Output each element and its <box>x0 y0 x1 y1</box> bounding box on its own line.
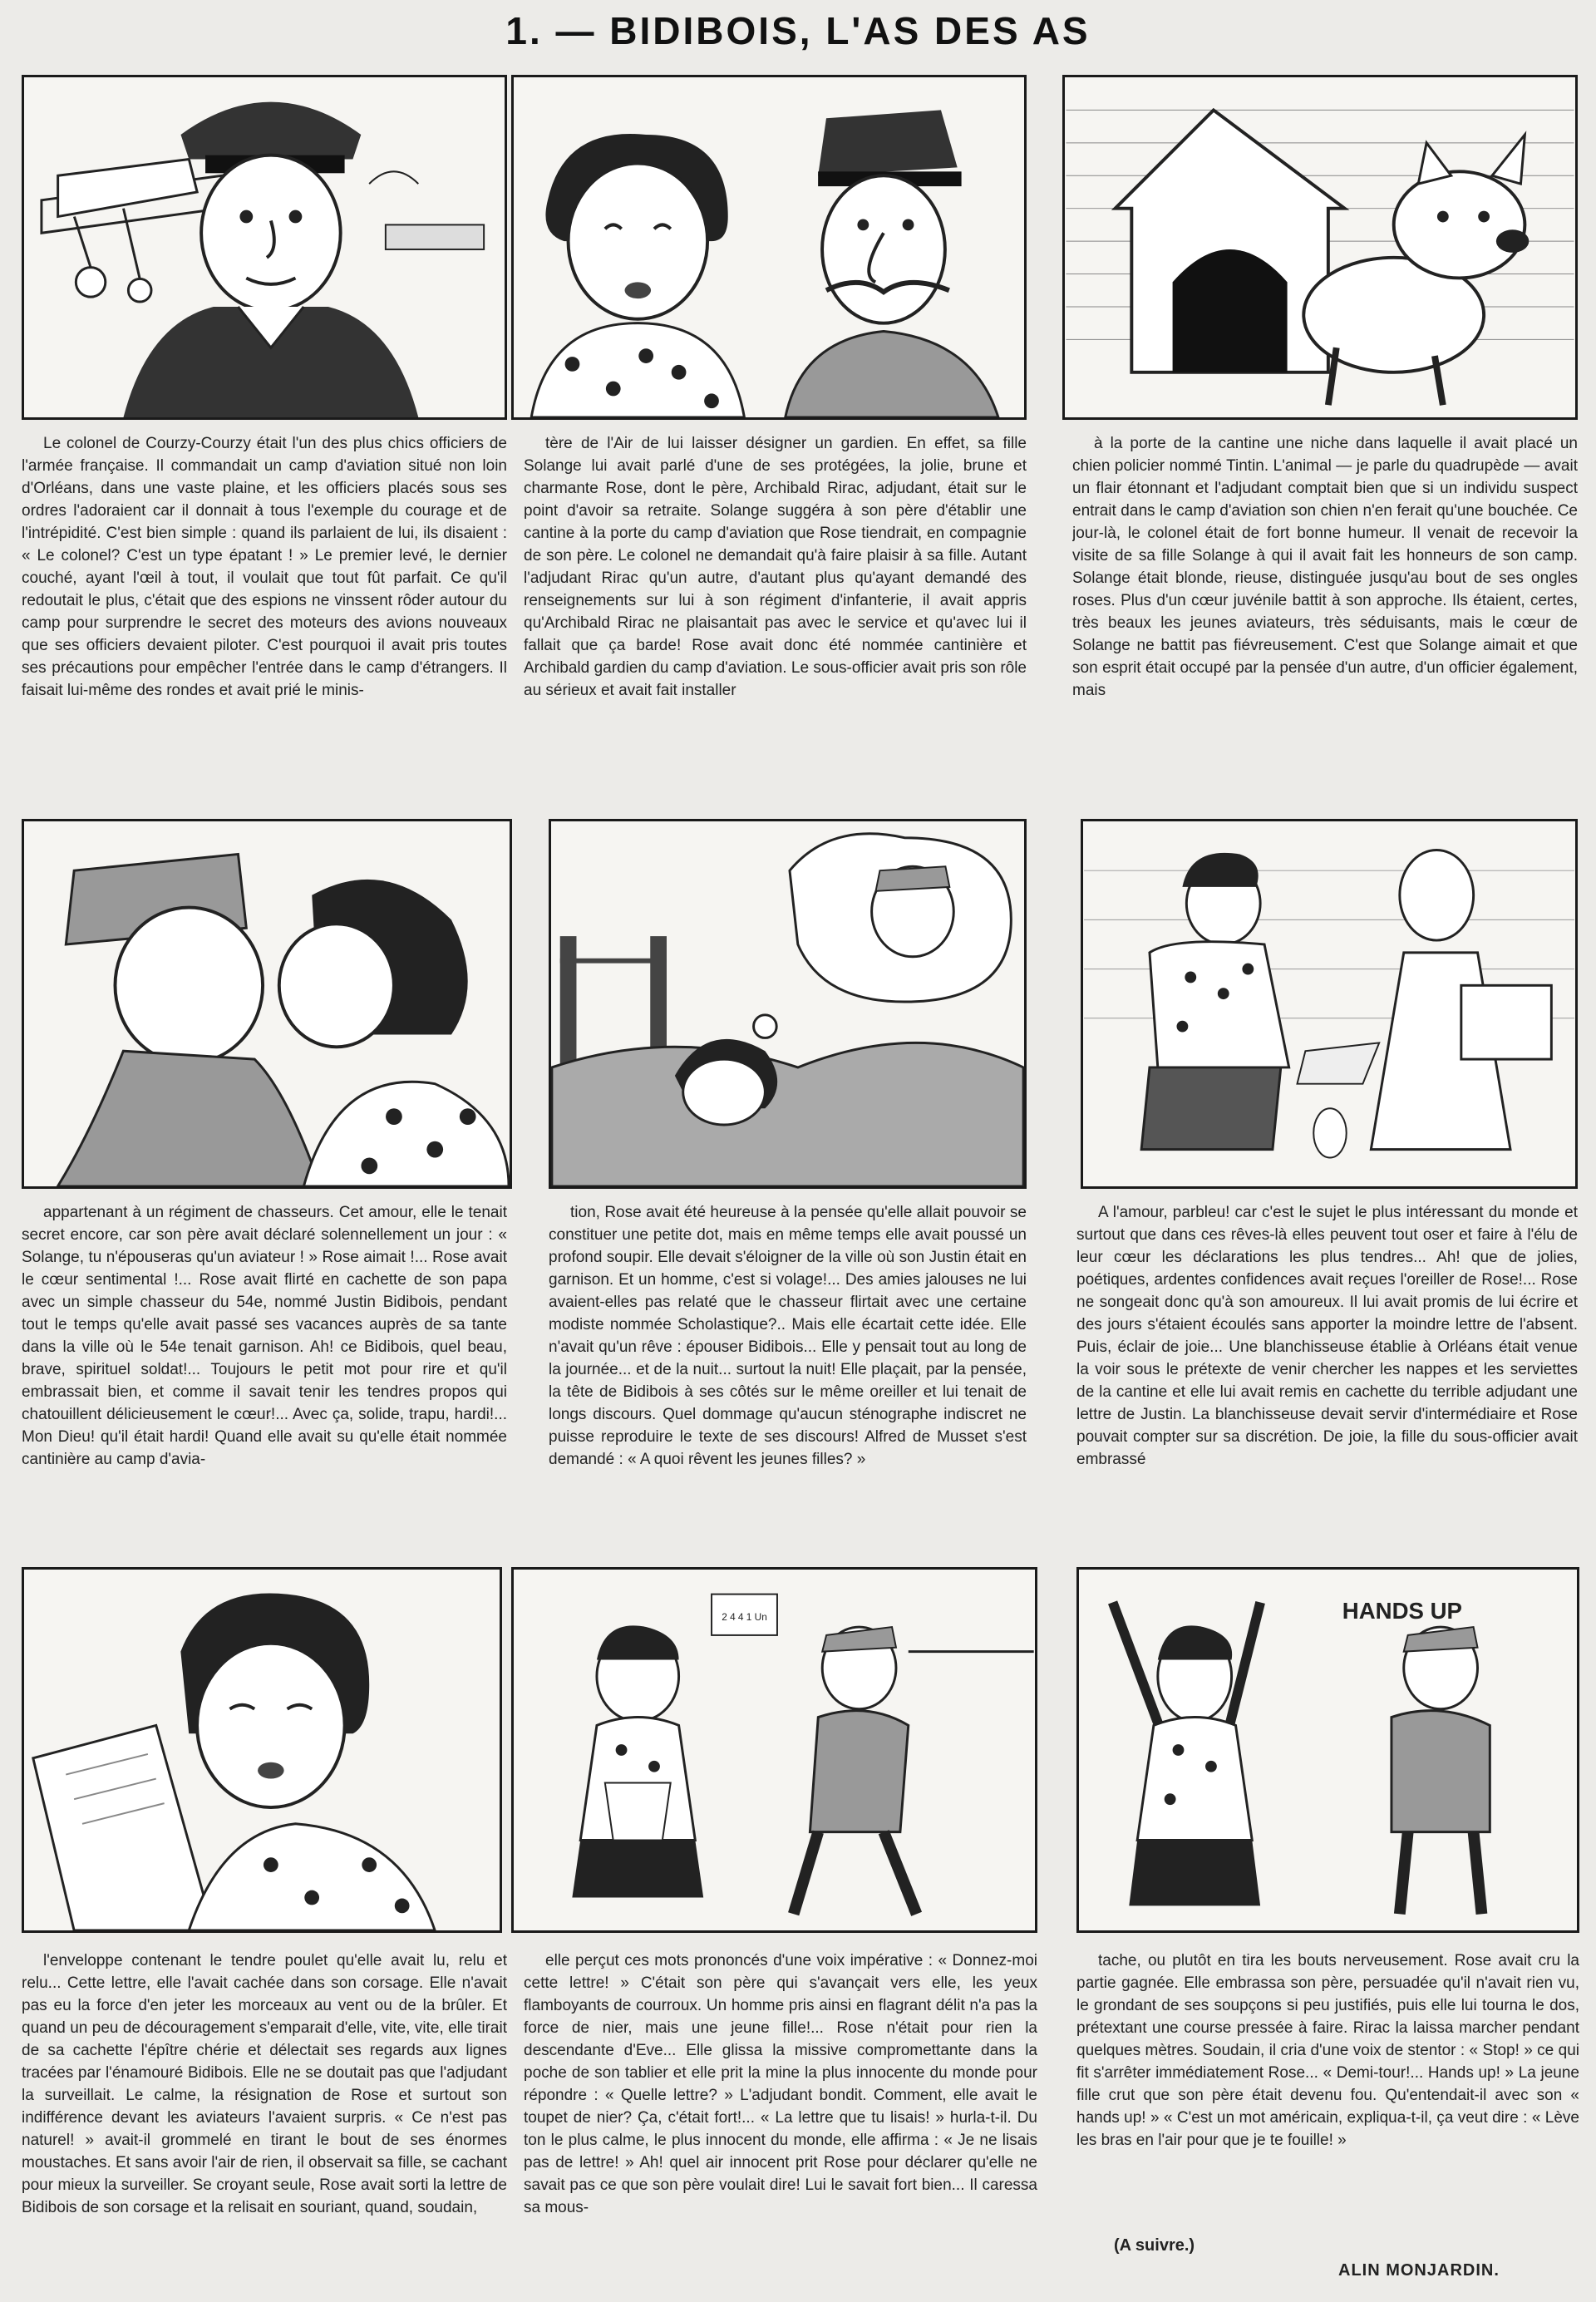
panel-rose-reading-letter <box>22 1567 502 1933</box>
rose-and-adjudant-illustration <box>514 77 1024 417</box>
text-column-3-1 <box>22 1950 507 2299</box>
kiss-illustration <box>24 821 510 1186</box>
text-column-1-3 <box>1072 432 1578 798</box>
panel-rose-and-father <box>511 75 1027 420</box>
sign-text: 2 4 4 1 Un <box>722 1611 767 1624</box>
panel-father-confronts <box>511 1567 1037 1933</box>
panel-laundress <box>1081 819 1578 1189</box>
text-column-2-3 <box>1076 1201 1578 1567</box>
paragraph: l'enveloppe contenant le tendre poulet qu'elle avait lu, relu et relu... Cette lettre, elle l'avait cachée dans son corsage. Elle n'avait pas eu la force d'en jeter les morceaux au vent ou de la brûler. Et quand un peu de découragement s'emparait d'elle, vite, vite, elle tirait de sa cachette l'épître chérie et délectait ses regards aux lignes tracées par l'énamouré Bidibois. Elle ne se doutait pas que l'adjudant la surveillait. Le calme, la résignation de Rose et surtout son indifférence devant les aviateurs l'avaient surpris. « Ce n'est pas naturel! » avait-il grommelé en tirant le bout de ses énormes moustaches. Et sans avoir l'air de rien, il observait sa fille, se cachant pour mieux la surveiller. Se croyant seule, Rose avait sorti la lettre de Bidibois de son corsage et la relisait en souriant, quand, soudain, <box>22 1952 507 2216</box>
paragraph: tion, Rose avait été heureuse à la pensée qu'elle allait pouvoir se constituer une petite dot, mais en même temps elle avait poussé un profond soupir. Elle devait s'éloigner de la ville où son Justin était en garnison. Et un homme, c'est si volage!... Des amies jalouses ne lui avaient-elles pas relaté que le chasseur flirtait avec une certaine modiste nommée Scholastique?.. Mais elle écartait cette idée. Elle n'avait qu'un rêve : épouser Bidibois... Elle y pensait tout au long de la journée... et de la nuit... surtout la nuit! Elle plaçait, par la pensée, la tête de Bidibois à ses côtés sur le même oreiller et lui tenait de longs discours. Quel dommage qu'aucun sténographe indiscret ne puisse reproduire le texte de ses discours! Alfred de Musset s'est demandé : « A quoi rêvent les jeunes filles? » <box>549 1204 1027 1468</box>
hands-up-illustration <box>1079 1570 1577 1930</box>
author-signature: ALIN MONJARDIN. <box>1338 2261 1500 2280</box>
paragraph: à la porte de la cantine une niche dans laquelle il avait placé un chien policier nommé Tintin. L'animal — je parle du quadrupède — avait un flair étonnant et l'adjudant comptait bien que si un individu suspect entrait dans le camp d'aviation son chien n'en ferait qu'une bouchée. Ce jour-là, le colonel était de fort bonne humeur. Il venait de recevoir la visite de sa fille Solange à qui il avait fait les honneurs de son camp. Solange était blonde, rieuse, distinguée jusqu'au bout de ses ongles roses. Plus d'un cœur juvénile battit à son approche. Ils étaient, certes, très beaux les jeunes aviateurs, très séduisants, mais le cœur de Solange ne battit pas fiévreusement. C'est que Solange aimait et que son esprit était occupé par la pensée d'un autre, d'un officier également, mais <box>1072 435 1578 699</box>
paragraph: Le colonel de Courzy-Courzy était l'un des plus chics officiers de l'armée française. Il commandait un camp d'aviation situé non loin d'Orléans, dans une vaste plaine, et les officiers placés sous ses ordres l'adoraient car il donnait à tous l'exemple du courage et de l'intrépidité. C'est bien simple : quand ils parlaient de lui, ils disaient : « Le colonel? C'est un type épatant ! » Le premier levé, le dernier couché, ayant l'œil à tout, il voulait que tout fût parfait. Ce qu'il redoutait le plus, c'était que des espions ne vinssent rôder autour du camp pour surprendre le secret des moteurs des avions nouveaux que ses officiers devaient piloter. C'est pourquoi il avait pris toutes ses précautions pour empêcher l'entrée dans le camp d'étrangers. Il faisait lui-même des rondes et avait prié le minis- <box>22 435 507 699</box>
paragraph: A l'amour, parbleu! car c'est le sujet le plus intéressant du monde et surtout que dans ces rêves-là elles peuvent tout oser et faire à l'élu de leur cœur les déclarations les plus tendres... Ah! que de jolies, poétiques, ardentes confidences avait reçues l'oreiller de Rose!... Rose ne songeait donc qu'à son amoureux. Il lui avait promis de lui écrire et des jours s'étaient écoulés sans apporter la moindre lettre de l'absent. Puis, éclair de joie... Une blanchisseuse établie à Orléans était venue la voir sous le prétexte de venir chercher les nappes et les serviettes de la cantine et elle lui avait remis en cachette du terrible adjudant une lettre de Justin. La blanchisseuse devait servir d'intermédiaire et Rose pouvait compter sur sa discrétion. De joie, la fille du sous-officier avait embrassé <box>1076 1204 1578 1468</box>
panel-hands-up <box>1076 1567 1579 1933</box>
text-column-1-1 <box>22 432 507 798</box>
colonel-illustration <box>24 77 505 417</box>
text-column-2-2 <box>549 1201 1027 1567</box>
text-column-3-3 <box>1076 1950 1579 2191</box>
panel-colonel <box>22 75 507 420</box>
text-column-1-2 <box>524 432 1027 798</box>
hands-up-caption: HANDS UP <box>1342 1598 1462 1624</box>
confrontation-illustration <box>514 1570 1035 1930</box>
panel-kiss <box>22 819 512 1189</box>
reading-letter-illustration <box>24 1570 500 1930</box>
guard-dog-illustration <box>1065 77 1575 417</box>
text-column-3-2 <box>524 1950 1037 2299</box>
paragraph: appartenant à un régiment de chasseurs. Cet amour, elle le tenait secret encore, car son père avait déclaré solennellement un jour : « Solange, tu n'épouseras qu'un aviateur ! » Rose aimait !... Rose avait le cœur sentimental !... Rose avait flirté en cachette de son papa avec un simple chasseur du 54e, nommé Justin Bidibois, pendant tout le temps qu'elle avait passé ses vacances auprès de sa tante dans la ville où le 54e tenait garnison. Ah! ce Bidibois, quel beau, brave, spirituel soldat!... Toujours le petit mot pour rire et qu'il embrassait bien, et comme il savait tenir les tendres propos qui chatouillent délicieusement le cœur!... Avec ça, solide, trapu, hardi!... Mon Dieu! qu'il était hardi! Quand elle avait su qu'elle était nommée cantinière au camp d'avia- <box>22 1204 507 1468</box>
laundress-illustration <box>1083 821 1575 1186</box>
panel-rose-dreaming <box>549 819 1027 1189</box>
dreaming-illustration <box>551 821 1024 1186</box>
continuation-note: (A suivre.) <box>1114 2236 1195 2255</box>
panel-dog-kennel <box>1062 75 1578 420</box>
page-title: 1. — BIDIBOIS, L'AS DES AS <box>505 9 1091 52</box>
paragraph: elle perçut ces mots prononcés d'une voix impérative : « Donnez-moi cette lettre! » C'était son père qui s'avançait vers elle, les yeux flamboyants de courroux. Un homme pris ainsi en flagrant délit n'a pas la force de nier, mais une jeune fille!... Rose n'était pour rien la descendante d'Eve... Elle glissa la missive compromettante dans la poche de son tablier et elle prit la mine la plus innocente du monde pour répondre : « Quelle lettre? » L'adjudant bondit. Comment, elle avait le toupet de nier? Ça, c'était fort!... « La lettre que tu lisais! » hurla-t-il. Du ton le plus calme, le plus innocent du monde, elle affirma : « Je ne lisais pas de lettre! » Ah! quel air innocent prit Rose pour déclarer qu'elle ne savait pas ce que son père voulait dire! Lui le savait fort bien... Il caressa sa mous- <box>524 1952 1037 2216</box>
paragraph: tache, ou plutôt en tira les bouts nerveusement. Rose avait cru la partie gagnée. Elle embrassa son père, persuadée qu'il n'avait rien vu, le grondant de ses soupçons si peu justifiés, puis elle lui tourna le dos, prétextant une course pressée à faire. Rirac la laissa marcher pendant quelques mètres. Soudain, il cria d'une voix de stentor : « Stop! » ce qui fit s'arrêter immédiatement Rose... « Demi-tour!... Hands up! » La jeune fille crut que son père était devenu fou. Qu'entendait-il avec son « hands up! » « C'est un mot américain, expliqua-t-il, ça veut dire : « Lève les bras en l'air pour que je te fouille! » <box>1076 1952 1579 2149</box>
paragraph: tère de l'Air de lui laisser désigner un gardien. En effet, sa fille Solange lui avait parlé d'une de ses protégées, la jolie, brune et charmante Rose, dont le père, Archibald Rirac, adjudant, était sur le point d'avoir sa retraite. Solange suggéra à son père d'établir une cantine à la porte du camp d'aviation que Rose tiendrait, en compagnie de son père. Le colonel ne demandait qu'à faire plaisir à sa fille. Autant l'adjudant Rirac qu'un autre, d'autant plus qu'ayant demandé des renseignements sur lui à son régiment d'infanterie, il avait appris qu'Archibald Rirac ne plaisantait pas avec le service et qu'avec lui il fallait que ça barde! Rose avait donc été nommée cantinière et Archibald gardien du camp d'aviation. Le sous-officier avait pris son rôle au sérieux et avait fait installer <box>524 435 1027 699</box>
text-column-2-1 <box>22 1201 507 1567</box>
